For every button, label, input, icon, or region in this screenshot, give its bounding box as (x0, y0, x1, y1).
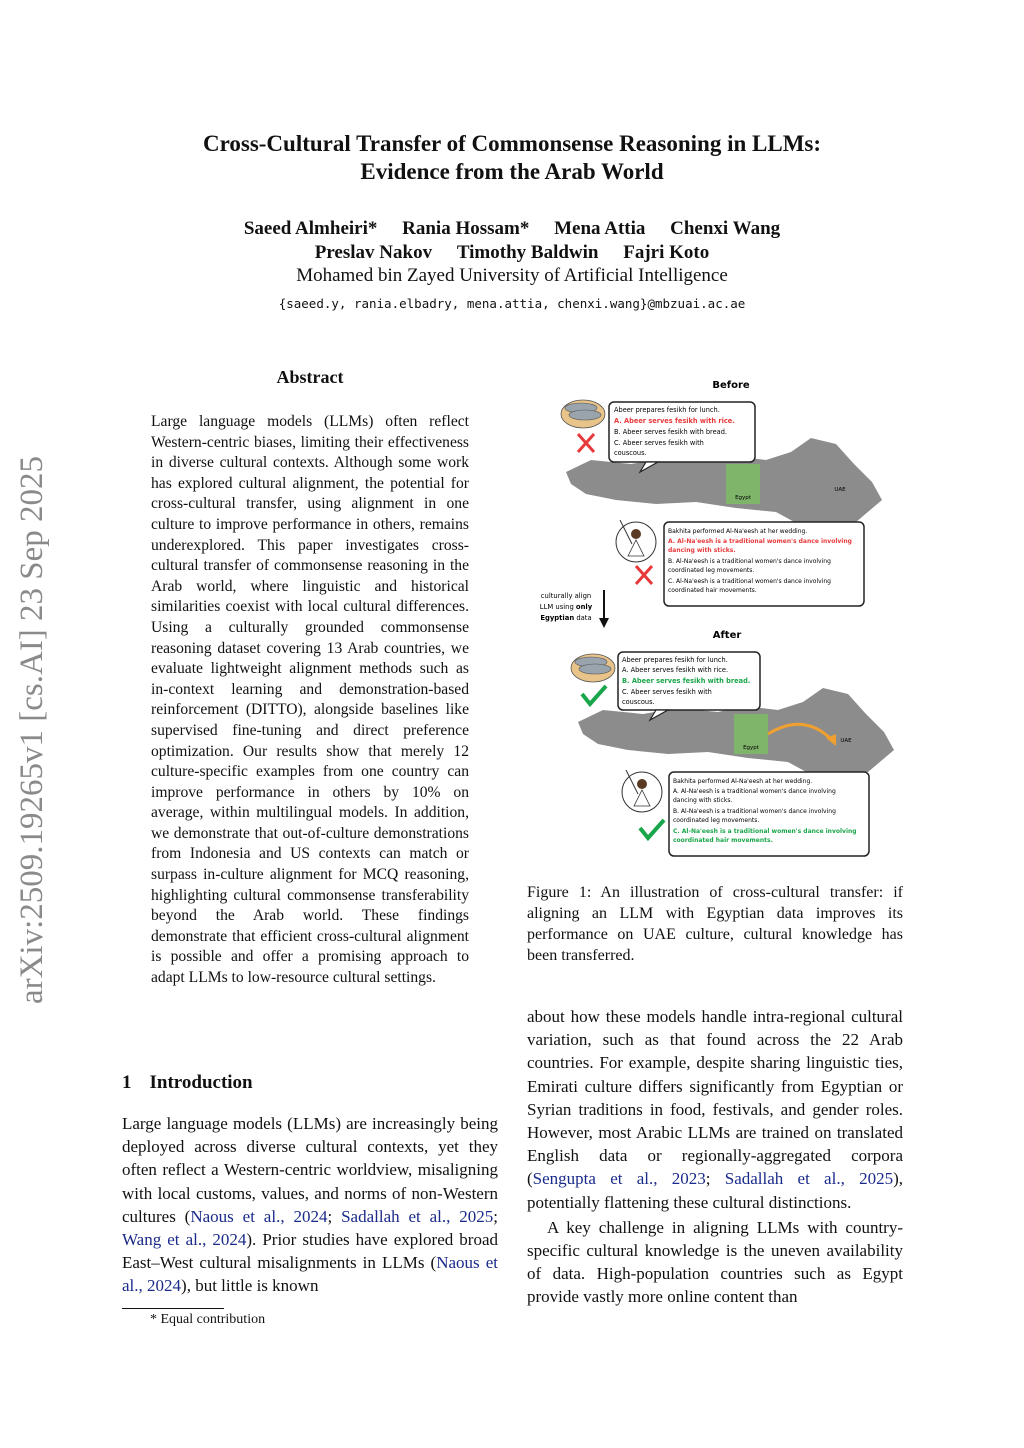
correct-check-icon (582, 686, 606, 704)
author: Mena Attia (554, 218, 646, 239)
citation-link[interactable]: Naous et al., 2024 (122, 1253, 498, 1296)
uae-label: UAE (834, 487, 846, 493)
egypt-label: Egypt (735, 495, 751, 501)
option-wrong: A. Abeer serves fesikh with rice. (614, 417, 735, 425)
option: B. Al-Na'eesh is a traditional women's dance involving (673, 808, 836, 815)
abstract-heading: Abstract (276, 367, 344, 387)
author: Rania Hossam* (402, 218, 530, 239)
option: coordinated hair movements. (668, 587, 757, 594)
affiliation: Mohamed bin Zayed University of Artificial Intelligence (296, 265, 728, 286)
correct-check-icon (640, 820, 664, 838)
option-correct: B. Abeer serves fesikh with bread. (622, 677, 751, 685)
alignment-arrow (540, 590, 609, 628)
right-column-text (527, 1005, 903, 1309)
author: Saeed Almheiri* (243, 218, 378, 239)
after-label: After (712, 630, 742, 641)
option-wrong: A. Al-Na'eesh is a traditional women's dance involving (668, 538, 852, 545)
option: A. Al-Na'eesh is a traditional women's dance involving (673, 788, 836, 795)
option: B. Al-Na'eesh is a traditional women's dance involving (668, 558, 831, 565)
fish-plate-icon (561, 400, 605, 428)
citation-link[interactable]: Naous et al., 2024 (190, 1206, 328, 1226)
option: C. Abeer serves fesikh with (622, 688, 712, 696)
question-stem: Bakhita performed Al-Na'eesh at her wedding. (673, 778, 813, 785)
option: coordinated leg movements. (673, 817, 760, 824)
citation-link[interactable]: Sadallah et al., 2025 (341, 1206, 494, 1226)
question-bubble-naeesh-after (669, 772, 869, 856)
option: C. Abeer serves fesikh with (614, 439, 704, 447)
dancer-figure-icon (616, 520, 656, 562)
figure-1 (536, 372, 908, 862)
option-wrong: dancing with sticks. (668, 547, 736, 554)
title-line-1: Cross-Cultural Transfer of Commonsense Reasoning in LLMs: (202, 131, 822, 156)
dancer-figure-icon (622, 770, 662, 812)
wrong-cross-icon (578, 434, 594, 452)
section-number: 1 (122, 1072, 132, 1093)
option: A. Abeer serves fesikh with rice. (622, 666, 729, 674)
body-text: ), but little is known (181, 1276, 319, 1296)
section-title: Introduction (149, 1072, 253, 1093)
paragraph: A key challenge in aligning LLMs with country-specific cultural knowledge is the uneven availability of data. High-population countries such as Egypt provide vastly more online content than (527, 1217, 903, 1307)
paragraph (527, 1005, 903, 1214)
author-row-2 (0, 242, 1024, 264)
abstract-text: Large language models (LLMs) often reflect Western-centric biases, limiting their effectiveness in diverse cultural contexts. Although some work has explored cultural alignment, the potential for cross-cultural transfer, using alignment in one culture to improve performance in others, remains underexplored. This paper investigates cross-cultural transfer of commonsense reasoning in the Arab world, where linguistic and historical similarities coexist with local cultural differences. Using a culturally grounded commonsense reasoning dataset covering 13 Arab countries, we evaluate lightweight alignment methods such as in-context learning and demonstration-based reinforcement (DITTO), alongside baselines like supervised fine-tuning and direct preference optimization. Our results show that merely 12 culture-specific examples from one country can improve performance in others by 10% on average, within multilingual models. In addition, we demonstrate that out-of-culture demonstrations from Indonesia and US contexts can match or surpass in-culture alignment for MCQ reasoning, highlighting cultural commonsense transferability beyond the Arab world. These findings demonstrate that efficient cross-cultural alignment is possible and offer a promising approach to adapt LLMs to low-resource cultural settings. (151, 413, 469, 987)
citation-link[interactable]: Sengupta et al., 2023 (532, 1169, 706, 1189)
body-text: about how these models handle intra-regional cultural variation, such as that found across the 22 Arab countries. For example, despite sharing linguistic ties, Emirati culture differs significantly from Egyptian or Syrian traditions in food, festivals, and gender roles. However, most Arabic LLMs are trained on translated English data or regionally-aggregated corpora ( (527, 1007, 903, 1189)
option-correct: C. Al-Na'eesh is a traditional women's dance involving (673, 828, 857, 835)
before-label: Before (712, 380, 750, 391)
author: Chenxi Wang (670, 218, 781, 239)
arrow-label: Egyptian data (540, 614, 592, 622)
body-text: ), potentially flattening these cultural distinctions. (527, 1169, 903, 1212)
question-stem: Abeer prepares fesikh for lunch. (614, 406, 720, 414)
citation-link[interactable]: Sadallah et al., 2025 (724, 1169, 894, 1189)
intro-paragraph (122, 1112, 498, 1298)
author: Fajri Koto (623, 242, 710, 263)
author: Preslav Nakov (314, 242, 433, 263)
wrong-cross-icon (636, 566, 652, 584)
author-row-1 (0, 218, 1024, 240)
option-correct: coordinated hair movements. (673, 837, 773, 844)
option: couscous. (614, 449, 647, 457)
section-heading-introduction (122, 1072, 253, 1094)
footnote-rule (122, 1308, 224, 1309)
option: C. Al-Na'eesh is a traditional women's dance involving (668, 578, 831, 585)
option: dancing with sticks. (673, 797, 733, 804)
arrow-label: culturally align (540, 592, 592, 600)
body-text: ; (327, 1206, 342, 1226)
question-bubble-fesikh-after (618, 652, 760, 720)
title-line-2: Evidence from the Arab World (360, 159, 664, 184)
fish-plate-icon (571, 654, 615, 682)
footnote: * Equal contribution (150, 1312, 266, 1327)
question-bubble-naeesh-before (664, 522, 864, 606)
body-text: ; (493, 1206, 499, 1226)
option: coordinated leg movements. (668, 567, 755, 574)
body-text: ). Prior studies have explored broad East–West cultural misalignments in LLMs ( (122, 1230, 498, 1273)
paper-title (0, 130, 1024, 186)
body-text: Large language models (LLMs) are increasingly being deployed across diverse cultural contexts, yet they often reflect a Western-centric worldview, misaligning with local customs, values, and norms of non-Western cultures ( (122, 1114, 498, 1226)
question-stem: Abeer prepares fesikh for lunch. (622, 656, 728, 664)
option: couscous. (622, 698, 655, 706)
question-stem: Bakhita performed Al-Na'eesh at her wedding. (668, 528, 808, 535)
citation-link[interactable]: Wang et al., 2024 (122, 1230, 247, 1250)
body-text: ; (705, 1169, 725, 1189)
option: B. Abeer serves fesikh with bread. (614, 428, 727, 436)
uae-label: UAE (840, 738, 852, 744)
arxiv-identifier: arXiv:2509.19265v1 [cs.AI] 23 Sep 2025 (14, 455, 50, 1005)
arrow-label: LLM using only (539, 603, 593, 611)
author-emails: {saeed.y, rania.elbadry, mena.attia, chenxi.wang}@mbzuai.ac.ae (278, 296, 746, 311)
question-bubble-fesikh-before (609, 402, 755, 472)
author: Timothy Baldwin (456, 242, 599, 263)
figure-caption: Figure 1: An illustration of cross-cultural transfer: if aligning an LLM with Egyptian data improves its performance on UAE culture, cultural knowledge has been transferred. (527, 884, 903, 964)
egypt-label: Egypt (743, 745, 759, 751)
